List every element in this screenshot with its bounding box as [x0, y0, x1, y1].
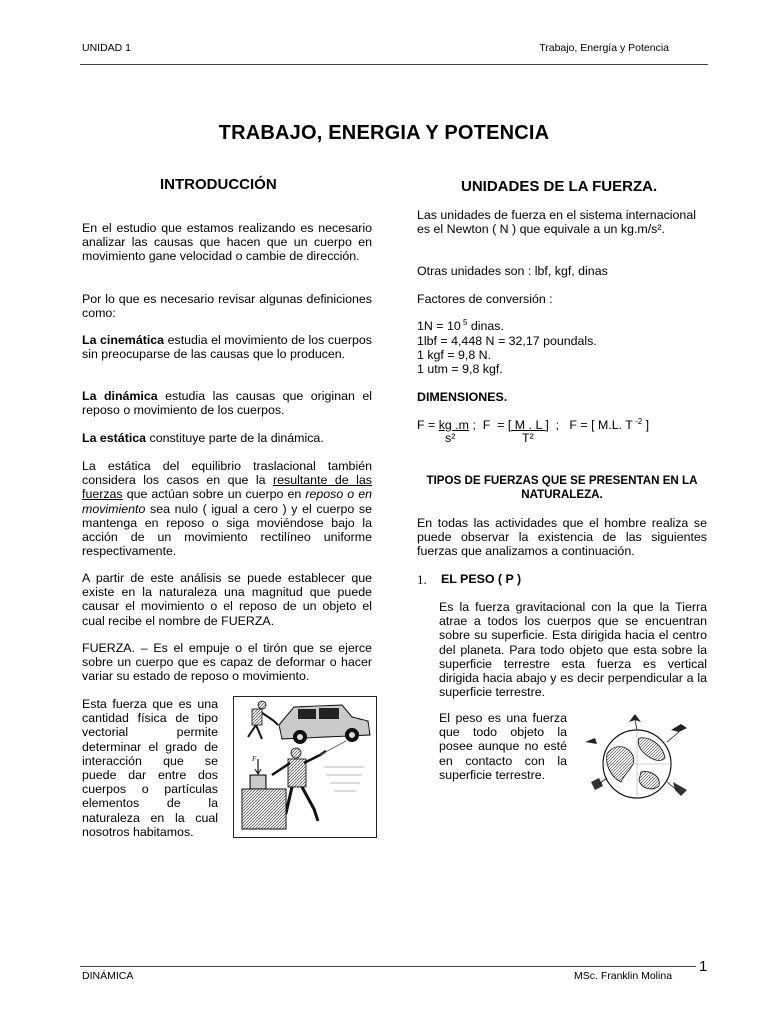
dim-end: ] — [642, 418, 650, 432]
header-left: UNIDAD 1 — [82, 42, 132, 54]
peso-definition: Es la fuerza gravitacional con la que la Tierra atrae a todos los cuerpos que se encuentran sobre su superficie. Esta dirigida hacia el centro del planeta. Para todo objeto que esta sobre la superficie terrestre esta fuerza es vertical dirigida hacia abajo y es decir perpendicular a la superficie terrestre. — [439, 600, 707, 700]
definitions-paragraph: Por lo que es necesario revisar algunas definiciones como: — [82, 292, 372, 321]
footer-rule — [80, 966, 696, 967]
header-right: Trabajo, Energía y Potencia — [539, 42, 669, 54]
dim-sep-1: ; F = — [469, 418, 508, 432]
conversion-label: Factores de conversión : — [417, 292, 553, 306]
dim-numerator-1: kg .m — [438, 418, 469, 432]
unidades-heading-text: UNIDADES DE LA FUERZA — [461, 178, 653, 195]
dim-sep-2: ; F = [ M.L. T — [548, 418, 633, 432]
estatica-paragraph — [82, 431, 372, 445]
dimensiones-heading: DIMENSIONES. — [417, 390, 508, 404]
estatica-text: constituye parte de la dinámica. — [146, 431, 324, 445]
conversion-1 — [417, 319, 707, 333]
push-pull-illustration — [234, 697, 376, 837]
equilibrio-paragraph — [82, 459, 372, 558]
intro-paragraph: En el estudio que estamos realizando es necesario analizar las causas que hacen que un cuerpo en movimiento gane velocidad o cambie de dirección. — [82, 221, 372, 264]
svg-text:F: F — [252, 755, 257, 763]
cinematica-text: estudia el movimiento de los cuerpos sin preocuparse de las causas que lo producen. — [82, 333, 372, 362]
footer-right: MSc. Franklin Molina — [574, 970, 673, 982]
equilibrio-text-c: sea nulo ( igual a cero ) y el cuerpo se mantenga en reposo o siga moviéndose bajo la acción de un movimiento rectilíneo uniforme respectivamente. — [82, 501, 372, 559]
item-number: 1. — [417, 572, 427, 587]
unidades-heading — [461, 178, 657, 195]
dinamica-text: estudia las causas que originan el reposo o movimiento de los cuerpos. — [82, 389, 372, 418]
dim-f1: F = — [417, 418, 439, 432]
dimensions-formula — [417, 418, 717, 432]
dim-exponent: -2 — [632, 416, 643, 426]
earth-gravity-illustration — [577, 712, 697, 808]
conversion-1-b: dinas. — [467, 319, 504, 333]
header-rule — [80, 64, 708, 65]
dim-denominator-2: T² — [522, 431, 534, 445]
footer-left: DINÁMICA — [82, 970, 134, 982]
dinamica-paragraph — [82, 389, 372, 417]
equilibrio-text-b: que actúan sobre un cuerpo en — [122, 487, 306, 502]
dim-denominator-1: s² — [445, 431, 456, 445]
peso-heading: EL PESO ( P ) — [441, 572, 522, 586]
unidades-heading-dot: . — [652, 178, 658, 195]
conversion-1-a: 1N = 10 — [417, 319, 461, 333]
peso-contact-paragraph: El peso es una fuerza que todo objeto la posee aunque no esté en contacto con la superficie terrestre. — [439, 711, 567, 782]
conversion-2: 1lbf = 4,448 N = 32,17 poundals. — [417, 334, 597, 348]
fuerza-intro-paragraph: A partir de este análisis se puede establecer que existe en la naturaleza una magnitud que puede causar el movimiento o el reposo de un objeto el cual recibe el nombre de FUERZA. — [82, 571, 372, 628]
equilibrio-text-a: La estática del equilibrio traslacional también considera los casos en que la — [82, 459, 372, 488]
cinematica-paragraph — [82, 333, 372, 361]
dim-numerator-2: [ M . L ] — [507, 418, 549, 432]
estatica-term: La estática — [82, 431, 147, 445]
push-pull-figure — [233, 696, 377, 838]
intro-heading: INTRODUCCIÓN — [160, 176, 277, 193]
conversion-4: 1 utm = 9,8 kgf. — [417, 362, 503, 376]
tipos-heading: TIPOS DE FUERZAS QUE SE PRESENTAN EN LA NATURALEZA. — [426, 474, 698, 501]
fuerza-definition-paragraph: FUERZA. – Es el empuje o el tirón que se ejerce sobre un cuerpo que es capaz de deformar o hacer variar su estado de reposo o movimiento. — [82, 641, 372, 684]
fuerza-vectorial-paragraph: Esta fuerza que es una cantidad física de tipo vectorial permite determinar el grado de interacción que se puede dar entre dos cuerpos o partículas elementos de la naturaleza en la cual nosotros habitamos. — [82, 697, 218, 839]
page-number: 1 — [699, 958, 708, 975]
tipos-paragraph: En todas las actividades que el hombre realiza se puede observar la existencia de las siguientes fuerzas que analizamos a continuación. — [417, 516, 707, 559]
cinematica-term: La cinemática — [82, 333, 165, 347]
dinamica-term: La dinámica — [82, 389, 158, 403]
conversion-1-exp: 5 — [460, 317, 468, 327]
other-units-paragraph: Otras unidades son : lbf, kgf, dinas — [417, 264, 608, 278]
page-title: TRABAJO, ENERGIA Y POTENCIA — [218, 122, 550, 144]
earth-figure — [576, 711, 698, 809]
conversion-3: 1 kgf = 9,8 N. — [417, 348, 492, 362]
reposo-italic: reposo o en movimiento — [82, 487, 372, 516]
si-units-paragraph: Las unidades de fuerza en el sistema internacional es el Newton ( N ) que equivale a un kg.m/s². — [417, 208, 696, 237]
resultante-underlined: resultante de las fuerzas — [82, 473, 373, 502]
